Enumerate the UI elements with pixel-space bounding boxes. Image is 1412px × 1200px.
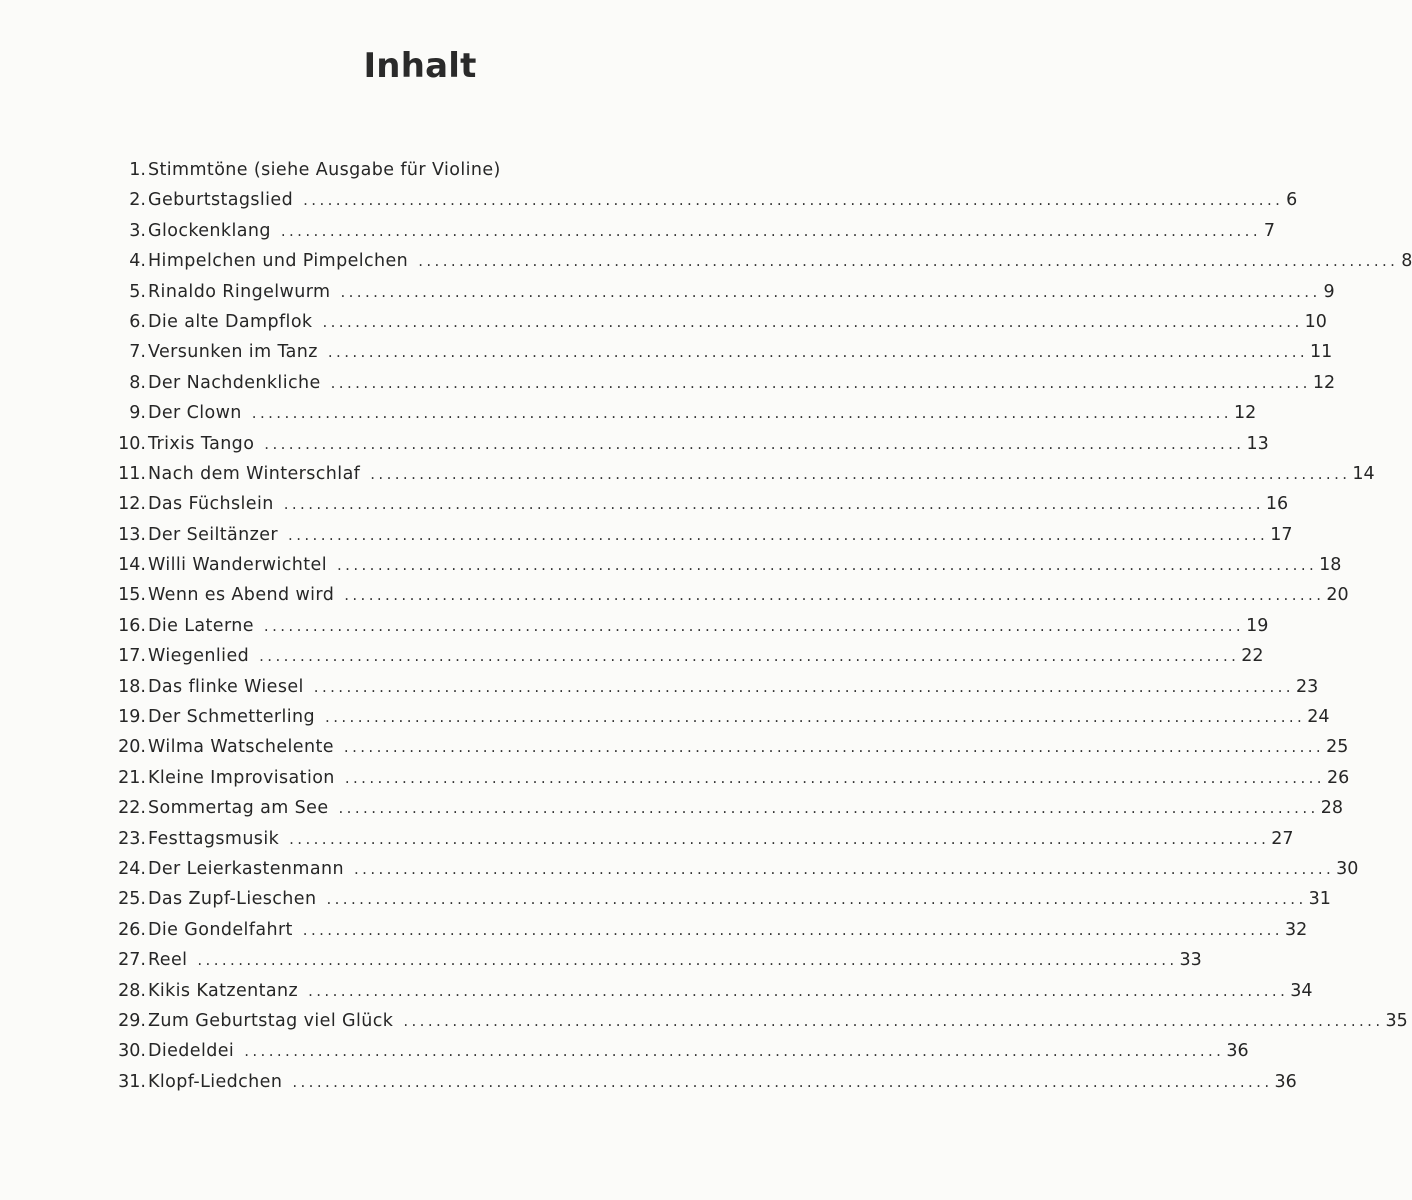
toc-entry <box>100 641 1264 671</box>
toc-entry-number: 24. <box>118 858 146 879</box>
toc-entry <box>100 155 752 185</box>
toc-entry-page: 12 <box>1312 372 1336 393</box>
toc-entry <box>100 976 1313 1006</box>
toc-entry <box>100 672 1319 702</box>
toc-entry-title: Die Laterne <box>148 615 254 636</box>
toc-entry-page: 31 <box>1308 889 1331 910</box>
toc-entry-title: Diedeldei <box>148 1041 235 1062</box>
table-of-contents <box>100 155 1412 1097</box>
toc-entry-page: 19 <box>1246 615 1269 636</box>
toc-entry-title: Rinaldo Ringelwurm <box>148 281 331 302</box>
toc-entry-page: 17 <box>1270 524 1293 545</box>
toc-entry <box>100 489 1289 519</box>
toc-entry-page: 8 <box>1401 251 1412 272</box>
toc-dot-leader: ........................................................................................................................ <box>325 708 1306 727</box>
toc-dot-leader: ........................................................................................................................ <box>338 799 1319 818</box>
toc-entry-number: 26. <box>118 919 146 940</box>
toc-entry-number: 15. <box>118 585 146 606</box>
toc-entry-page: 7 <box>1263 220 1276 241</box>
toc-entry-page: 25 <box>1326 737 1349 758</box>
toc-dot-leader: ........................................................................................................................ <box>197 951 1178 970</box>
toc-entry-page: 32 <box>1284 919 1308 940</box>
toc-dot-leader: ........................................................................................................................ <box>308 981 1289 1000</box>
toc-entry-page: 14 <box>1352 463 1375 484</box>
toc-entry-page: 36 <box>1274 1071 1297 1092</box>
toc-entry-number: 8. <box>129 372 146 393</box>
toc-entry-number: 29. <box>118 1010 146 1031</box>
toc-entry-page: 12 <box>1233 403 1257 424</box>
toc-dot-leader: ........................................................................................................................ <box>289 829 1270 848</box>
toc-entry <box>100 1006 1408 1036</box>
toc-dot-leader: ........................................................................................................................ <box>259 647 1240 666</box>
toc-entry-title: Das Zupf-Lieschen <box>148 889 317 910</box>
toc-dot-leader: ........................................................................................................................ <box>302 920 1283 939</box>
toc-dot-leader: ........................................................................................................................ <box>403 1011 1384 1030</box>
toc-dot-leader: ........................................................................................................................ <box>264 434 1245 453</box>
toc-entry-number: 31. <box>118 1071 146 1092</box>
toc-entry-page: 28 <box>1320 798 1343 819</box>
toc-entry <box>100 550 1342 580</box>
toc-entry-number: 5. <box>129 281 146 302</box>
toc-entry-title: Die alte Dampflok <box>148 311 313 332</box>
toc-entry-number: 7. <box>129 342 146 363</box>
toc-entry-title: Wiegenlied <box>148 646 250 667</box>
toc-entry-number: 13. <box>118 524 146 545</box>
toc-dot-leader: ........................................................................................................................ <box>313 677 1294 696</box>
toc-entry-number: 4. <box>129 251 146 272</box>
toc-entry-number: 19. <box>118 707 146 728</box>
toc-entry-page: 27 <box>1271 828 1294 849</box>
toc-dot-leader: ........................................................................................................................ <box>344 768 1325 787</box>
toc-entry <box>100 702 1330 732</box>
toc-entry-page: 30 <box>1336 858 1359 879</box>
toc-entry <box>100 459 1375 489</box>
toc-entry-page: 22 <box>1241 646 1264 667</box>
toc-dot-leader: ........................................................................................................................ <box>251 404 1232 423</box>
toc-entry <box>100 884 1331 914</box>
toc-entry <box>100 1036 1249 1066</box>
toc-entry-page: 6 <box>1286 190 1298 211</box>
toc-dot-leader: ........................................................................................................................ <box>353 859 1335 878</box>
toc-dot-leader: ........................................................................................................................ <box>288 525 1269 544</box>
toc-entry-page: 9 <box>1323 281 1335 302</box>
toc-entry <box>100 1067 1297 1097</box>
toc-entry-number: 16. <box>118 615 146 636</box>
toc-entry-page: 33 <box>1179 950 1202 971</box>
toc-entry-page: 10 <box>1304 311 1327 332</box>
toc-entry-title: Der Leierkastenmann <box>148 858 344 879</box>
toc-entry-title: Klopf-Liedchen <box>148 1071 283 1092</box>
toc-entry <box>100 611 1269 641</box>
toc-entry-number: 30. <box>118 1041 146 1062</box>
toc-entry-title: Der Seiltänzer <box>148 524 279 545</box>
toc-entry <box>100 824 1294 854</box>
toc-entry-title: Festtagsmusik <box>148 828 280 849</box>
toc-entry-number: 12. <box>118 494 146 515</box>
toc-entry <box>100 307 1327 337</box>
toc-entry-page: 20 <box>1326 585 1349 606</box>
toc-entry <box>100 185 1298 215</box>
toc-entry-title: Stimmtöne (siehe Ausgabe für Violine) <box>148 160 501 180</box>
toc-entry <box>100 277 1335 307</box>
toc-entry <box>100 520 1293 550</box>
toc-entry <box>100 915 1308 945</box>
toc-dot-leader: ........................................................................................................................ <box>280 221 1262 240</box>
toc-entry <box>100 398 1257 428</box>
toc-entry-title: Sommertag am See <box>148 798 329 819</box>
toc-dot-leader: ........................................................................................................................ <box>244 1042 1225 1061</box>
toc-entry-title: Das flinke Wiesel <box>148 676 304 697</box>
toc-entry <box>100 246 1412 276</box>
toc-entry-title: Der Nachdenkliche <box>148 372 321 393</box>
toc-entry <box>100 216 1276 246</box>
toc-entry-page: 24 <box>1307 707 1330 728</box>
toc-dot-leader: ........................................................................................................................ <box>322 312 1303 331</box>
toc-dot-leader: ........................................................................................................................ <box>263 616 1245 635</box>
toc-dot-leader: ........................................................................................................................ <box>292 1072 1273 1091</box>
toc-entry-page: 18 <box>1319 555 1342 576</box>
toc-entry-number: 28. <box>118 980 146 1001</box>
toc-entry-number: 22. <box>118 798 146 819</box>
toc-dot-leader: ........................................................................................................................ <box>418 252 1399 271</box>
toc-dot-leader: ........................................................................................................................ <box>336 556 1318 575</box>
toc-entry <box>100 945 1202 975</box>
toc-entry-number: 27. <box>118 950 146 971</box>
toc-entry-number: 25. <box>118 889 146 910</box>
toc-entry-title: Reel <box>148 950 188 971</box>
toc-entry-title: Die Gondelfahrt <box>148 919 293 940</box>
toc-entry-title: Willi Wanderwichtel <box>148 555 327 576</box>
toc-entry-title: Trixis Tango <box>148 433 255 454</box>
toc-entry-title: Versunken im Tanz <box>148 342 318 363</box>
toc-entry-number: 18. <box>118 676 146 697</box>
toc-dot-leader: ........................................................................................................................ <box>340 282 1321 301</box>
toc-entry <box>100 793 1343 823</box>
toc-entry-page: 26 <box>1326 767 1350 788</box>
toc-entry-number: 23. <box>118 828 146 849</box>
toc-dot-leader: ........................................................................................................................ <box>330 373 1311 392</box>
toc-dot-leader: ........................................................................................................................ <box>283 495 1264 514</box>
toc-entry-title: Wenn es Abend wird <box>148 585 335 606</box>
page-title: Inhalt <box>363 46 477 86</box>
toc-entry-number: 3. <box>129 220 146 241</box>
toc-entry-title: Der Schmetterling <box>148 707 316 728</box>
toc-dot-leader: ........................................................................................................................ <box>303 191 1284 210</box>
toc-entry <box>100 763 1350 793</box>
toc-entry-number: 9. <box>129 403 146 424</box>
toc-entry-page: 13 <box>1246 433 1269 454</box>
toc-entry-title: Zum Geburtstag viel Glück <box>148 1010 394 1031</box>
toc-entry-title: Geburtstagslied <box>148 190 294 211</box>
toc-entry-number: 2. <box>129 190 146 211</box>
toc-entry <box>100 732 1349 762</box>
toc-entry-page: 23 <box>1295 676 1319 697</box>
toc-entry-number: 20. <box>118 737 146 758</box>
toc-dot-leader: ........................................................................................................................ <box>327 343 1309 362</box>
toc-entry-title: Himpelchen und Pimpelchen <box>148 251 409 272</box>
toc-entry <box>100 368 1336 398</box>
toc-entry-page: 35 <box>1385 1010 1408 1031</box>
toc-entry-page: 16 <box>1265 494 1289 515</box>
toc-dot-leader: ........................................................................................................................ <box>326 890 1307 909</box>
toc-entry-title: Nach dem Winterschlaf <box>148 463 361 484</box>
toc-entry-number: 10. <box>118 433 146 454</box>
toc-entry-title: Glockenklang <box>148 220 271 241</box>
toc-entry-title: Wilma Watschelente <box>148 737 334 758</box>
toc-entry-page: 36 <box>1226 1041 1249 1062</box>
toc-entry-number: 11. <box>118 463 146 484</box>
toc-entry-number: 1. <box>129 160 146 180</box>
toc-entry-page: 34 <box>1290 980 1313 1001</box>
toc-entry-number: 21. <box>118 767 146 788</box>
toc-entry <box>100 337 1333 367</box>
toc-entry-title: Das Füchslein <box>148 494 274 515</box>
toc-entry <box>100 854 1359 884</box>
toc-entry <box>100 580 1349 610</box>
toc-entry-page: 11 <box>1310 342 1333 363</box>
toc-entry-number: 14. <box>118 555 146 576</box>
toc-dot-leader: ........................................................................................................................ <box>344 586 1325 605</box>
toc-dot-leader: ........................................................................................................................ <box>370 464 1351 483</box>
toc-entry-title: Kleine Improvisation <box>148 767 335 788</box>
toc-dot-leader: ........................................................................................................................ <box>343 738 1325 757</box>
toc-entry <box>100 429 1269 459</box>
toc-entry-number: 6. <box>129 311 146 332</box>
toc-entry-number: 17. <box>118 646 146 667</box>
toc-entry-title: Der Clown <box>148 403 242 424</box>
toc-entry-title: Kikis Katzentanz <box>148 980 299 1001</box>
